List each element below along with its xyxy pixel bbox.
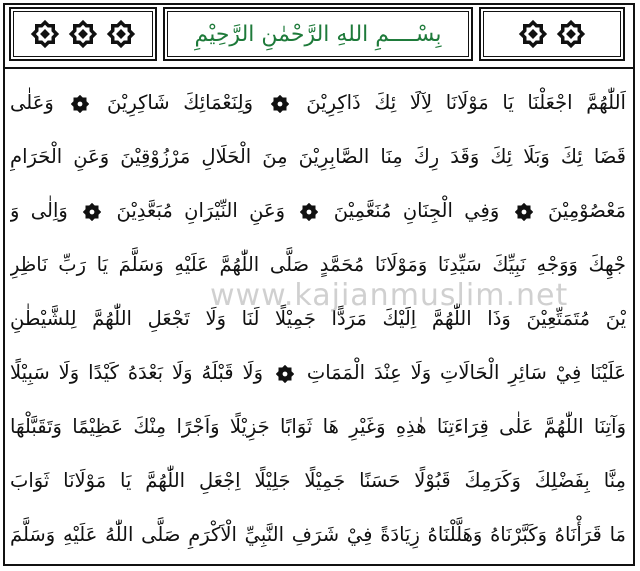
star-ornament-icon [68, 19, 98, 49]
text-segment: وَآتِنَا اللّٰهُمَّ عَلٰى قِرَاءَتِنَا هٰذِهِ وَغَيْرِ هَا ثَوَابًا جَزِيْلًا وَاَجْرًا مِنْكَ عَظِيْمًا وَتَقَبَّلْهَا [10, 415, 626, 438]
verse-separator-icon [515, 203, 533, 221]
right-ornament-row [518, 19, 586, 49]
verse-separator-icon [83, 203, 101, 221]
text-segment: مِنَّا بِفَضْلِكَ وَكَرَمِكَ قَبُوْلًا حَسَنًا جَمِيْلًا جَلِيْلًا اِجْعَلِ اللّٰهُمَّ يَا مَوْلَانَا ثَوَابَ [10, 469, 626, 492]
verse-separator-icon [276, 365, 294, 383]
text-segment: مَعْصُوْمِيْنَ [547, 199, 626, 222]
header-banner [3, 3, 635, 69]
star-ornament-icon [106, 19, 136, 49]
text-segment: اَللّٰهُمَّ اجْعَلْنَا يَا مَوْلَانَا لِآلَا ئِكَ ذَاكِرِيْنَ [306, 91, 626, 114]
verse-separator-icon [71, 95, 89, 113]
text-line [10, 292, 626, 346]
text-line [10, 184, 626, 238]
text-line [10, 400, 626, 454]
star-ornament-icon [30, 19, 60, 49]
text-segment: جْهِكَ وَوَجْهِ نَبِيِّكَ سَيِّدِنَا وَمَوْلَانَا مُحَمَّدٍ صَلَّى اللّٰهُمَّ عَلَيْهِ وَسَلَّمَ يَا رَبِّ نَاظِرِ [10, 253, 626, 276]
text-segment: وَفِي الْجِنَانِ مُنَعَّمِيْنَ [333, 199, 500, 222]
star-ornament-icon [518, 19, 548, 49]
text-line [10, 346, 626, 400]
basmala-title: بِسْــــمِ اللهِ الرَّحْمٰنِ الرَّحِيْمِ [194, 21, 442, 47]
watermark-text: www.kajianmuslim.net [210, 278, 569, 313]
text-line [10, 454, 626, 508]
header-title-panel [163, 7, 473, 61]
text-segment: وَلَا قَبْلَهُ وَلَا بَعْدَهُ كَيْدًا وَلَا سَبِيْلًا [10, 361, 264, 384]
text-segment: قَضَا ئِكَ وَبَلَا ئِكَ وَقَدَ رِكَ مِنَا الصَّابِرِيْنَ مِنَ الْحَلَالِ مَرْزُوْقِيْنَ وَعَنِ الْحَرَامِ [10, 145, 626, 168]
star-ornament-icon [556, 19, 586, 49]
text-segment: عَلَيْنَا فِيْ سَائِرِ الْحَالَاتِ وَلَا عِنْدَ الْمَمَاتِ [306, 361, 626, 384]
header-left-panel [9, 7, 157, 61]
prayer-text [10, 76, 626, 562]
text-segment: وَاِلٰى وَ [10, 199, 68, 222]
text-segment: وَلِنَعْمَائِكَ شَاكِرِيْنَ [107, 91, 254, 114]
text-segment: مَا قَرَأْنَاهُ وَكَبَّرْنَاهُ وَهَلَّلْنَاهُ زِيَادَةً فِيْ شَرَفِ النَّبِيِّ الْاَكْرَمِ صَلَّى اللّٰهُ عَلَيْهِ وَسَلَّمَ [10, 523, 626, 546]
left-ornament-row [30, 19, 136, 49]
text-line [10, 76, 626, 130]
text-line [10, 130, 626, 184]
text-segment: يْنَ مُتَمَتِّعِيْنَ وَذَا اللّٰهُمَّ اِلَيْكَ مَرَدًّا جَمِيْلًا لَنَا وَلَا تَجْعَلِ اللّٰهُمَّ لِلشَّيْطٰنِ [10, 307, 626, 330]
text-line [10, 508, 626, 562]
verse-separator-icon [300, 203, 318, 221]
verse-separator-icon [271, 95, 289, 113]
text-segment: وَعَلٰى [10, 91, 54, 114]
header-right-panel [479, 7, 625, 61]
text-segment: وَعَنِ النِّيْرَانِ مُبَعَّدِيْنَ [116, 199, 286, 222]
text-line [10, 238, 626, 292]
